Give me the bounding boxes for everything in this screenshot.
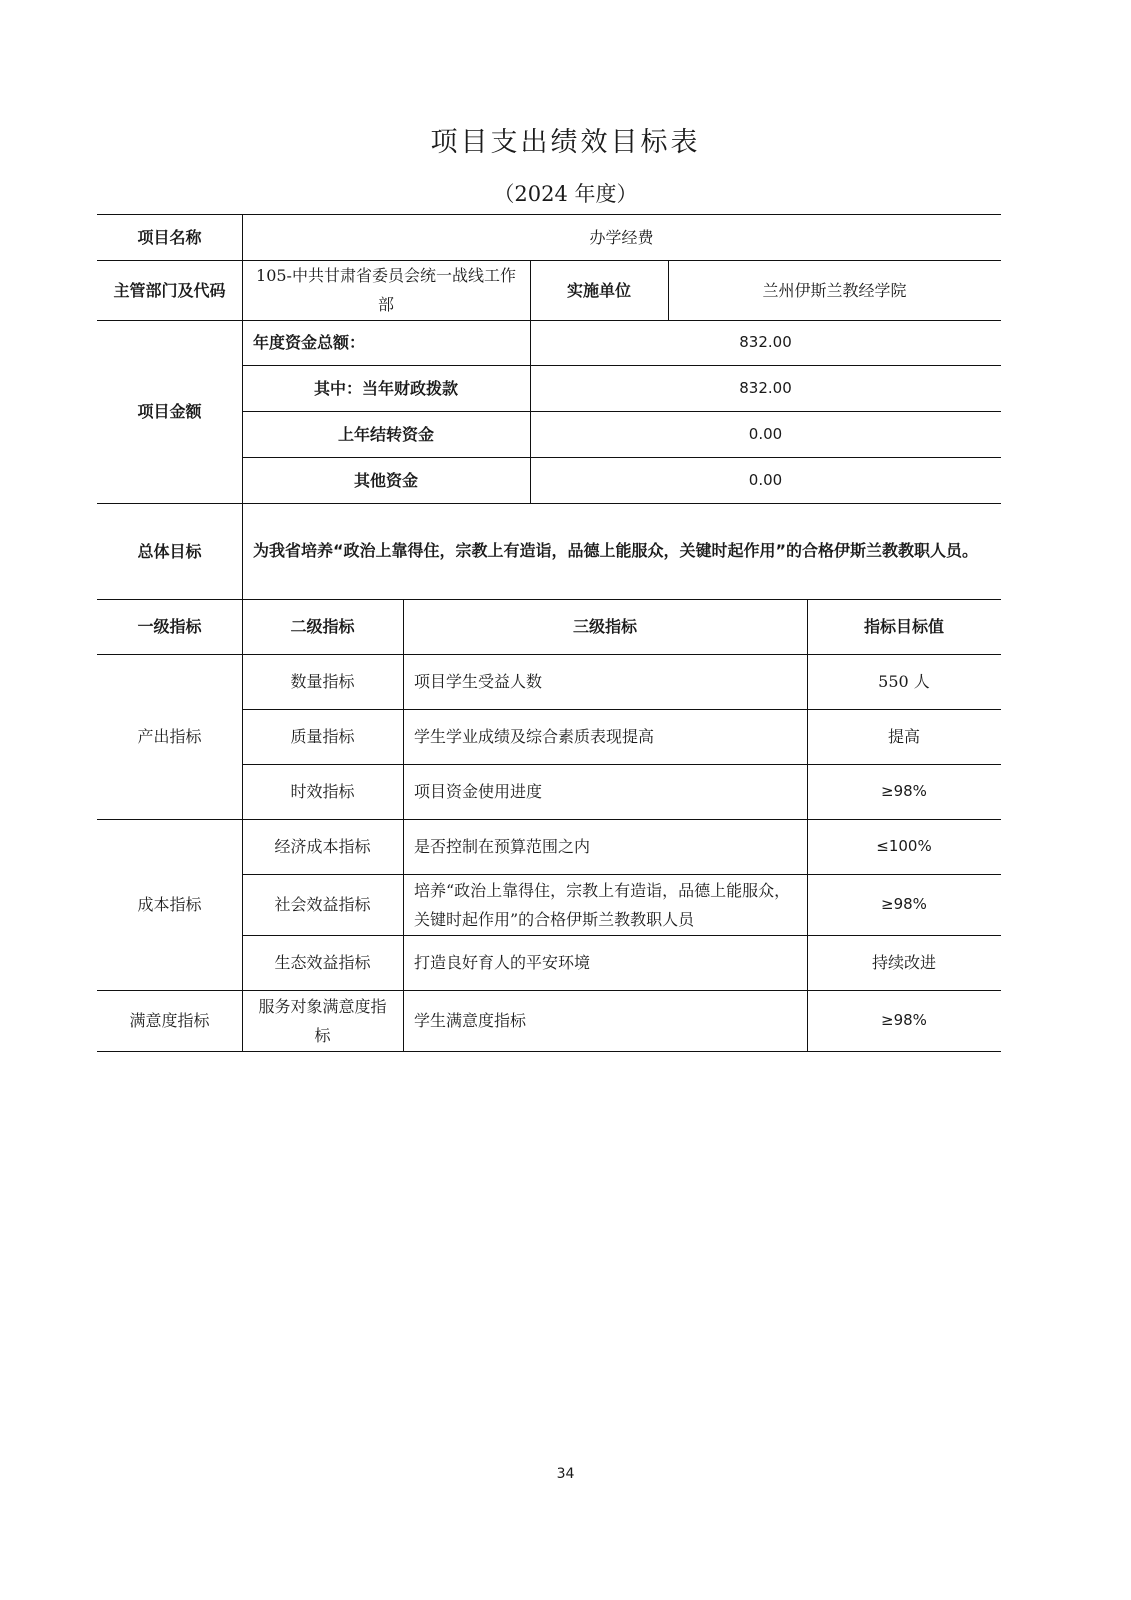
indicator-target: ≥98%	[881, 782, 927, 800]
department-label: 主管部门及代码	[113, 280, 226, 300]
goal-text: 为我省培养“政治上靠得住，宗教上有造诣，品德上能服众，关键时起作用”的合格伊斯兰教教职人员。	[253, 541, 979, 560]
indicator-target: 持续改进	[871, 953, 936, 972]
indicator-level3: 学生满意度指标	[414, 1011, 527, 1030]
funds-other-label: 其他资金	[353, 470, 418, 490]
indicator-target: 550 人	[878, 672, 930, 691]
indicator-level1: 成本指标	[137, 895, 202, 914]
indicator-level3: 是否控制在预算范围之内	[414, 837, 591, 856]
table-line	[97, 1051, 1001, 1052]
funds-fiscal-value: 832.00	[739, 378, 792, 397]
indicator-level2: 时效指标	[290, 782, 355, 801]
indicator-level2: 社会效益指标	[274, 895, 371, 914]
funds-total-value: 832.00	[739, 333, 792, 351]
implementer-value: 兰州伊斯兰教经学院	[762, 280, 907, 300]
funds-total-label: 年度资金总额：	[253, 333, 366, 352]
indicator-target: ≥98%	[881, 1011, 927, 1029]
indicator-level3: 学生学业成绩及综合素质表现提高	[414, 727, 655, 746]
page-subtitle: （2024 年度）	[493, 182, 638, 206]
funds-label: 项目金额	[137, 402, 202, 421]
funds-carryover-label: 上年结转资金	[337, 424, 434, 444]
funds-carryover-value: 0.00	[748, 424, 783, 443]
indicator-level2: 服务对象满意度指标	[258, 996, 387, 1045]
indicator-level1: 满意度指标	[129, 1011, 210, 1030]
indicator-target: 提高	[887, 727, 920, 746]
project-name-label: 项目名称	[137, 227, 202, 247]
department-value: 105-中共甘肃省委员会统一战线工作部	[256, 266, 516, 314]
header-level3: 三级指标	[572, 617, 637, 636]
indicator-level2: 生态效益指标	[274, 953, 371, 972]
header-level1: 一级指标	[137, 617, 202, 636]
goal-label: 总体目标	[137, 541, 202, 561]
indicator-level2: 数量指标	[290, 672, 355, 691]
funds-fiscal-label: 其中：当年财政拨款	[313, 378, 458, 398]
implementer-label: 实施单位	[566, 280, 631, 300]
indicator-level1: 产出指标	[137, 727, 202, 746]
indicator-target: ≥98%	[881, 895, 927, 913]
project-name-value: 办学经费	[589, 227, 654, 247]
funds-other-value: 0.00	[748, 470, 783, 489]
indicator-level3: 项目学生受益人数	[414, 672, 543, 691]
indicator-level3: 项目资金使用进度	[414, 782, 543, 801]
header-level2: 二级指标	[290, 617, 355, 636]
indicator-level3: 培养“政治上靠得住，宗教上有造诣，品德上能服众，关键时起作用”的合格伊斯兰教教职人员	[414, 880, 791, 929]
indicator-level3: 打造良好育人的平安环境	[414, 953, 591, 972]
indicator-level2: 经济成本指标	[274, 837, 371, 856]
page-number: 34	[556, 1466, 575, 1482]
indicator-level2: 质量指标	[290, 727, 355, 746]
header-target: 指标目标值	[863, 617, 944, 636]
page-title: 项目支出绩效目标表	[430, 127, 701, 158]
indicator-target: ≤100%	[876, 837, 932, 855]
